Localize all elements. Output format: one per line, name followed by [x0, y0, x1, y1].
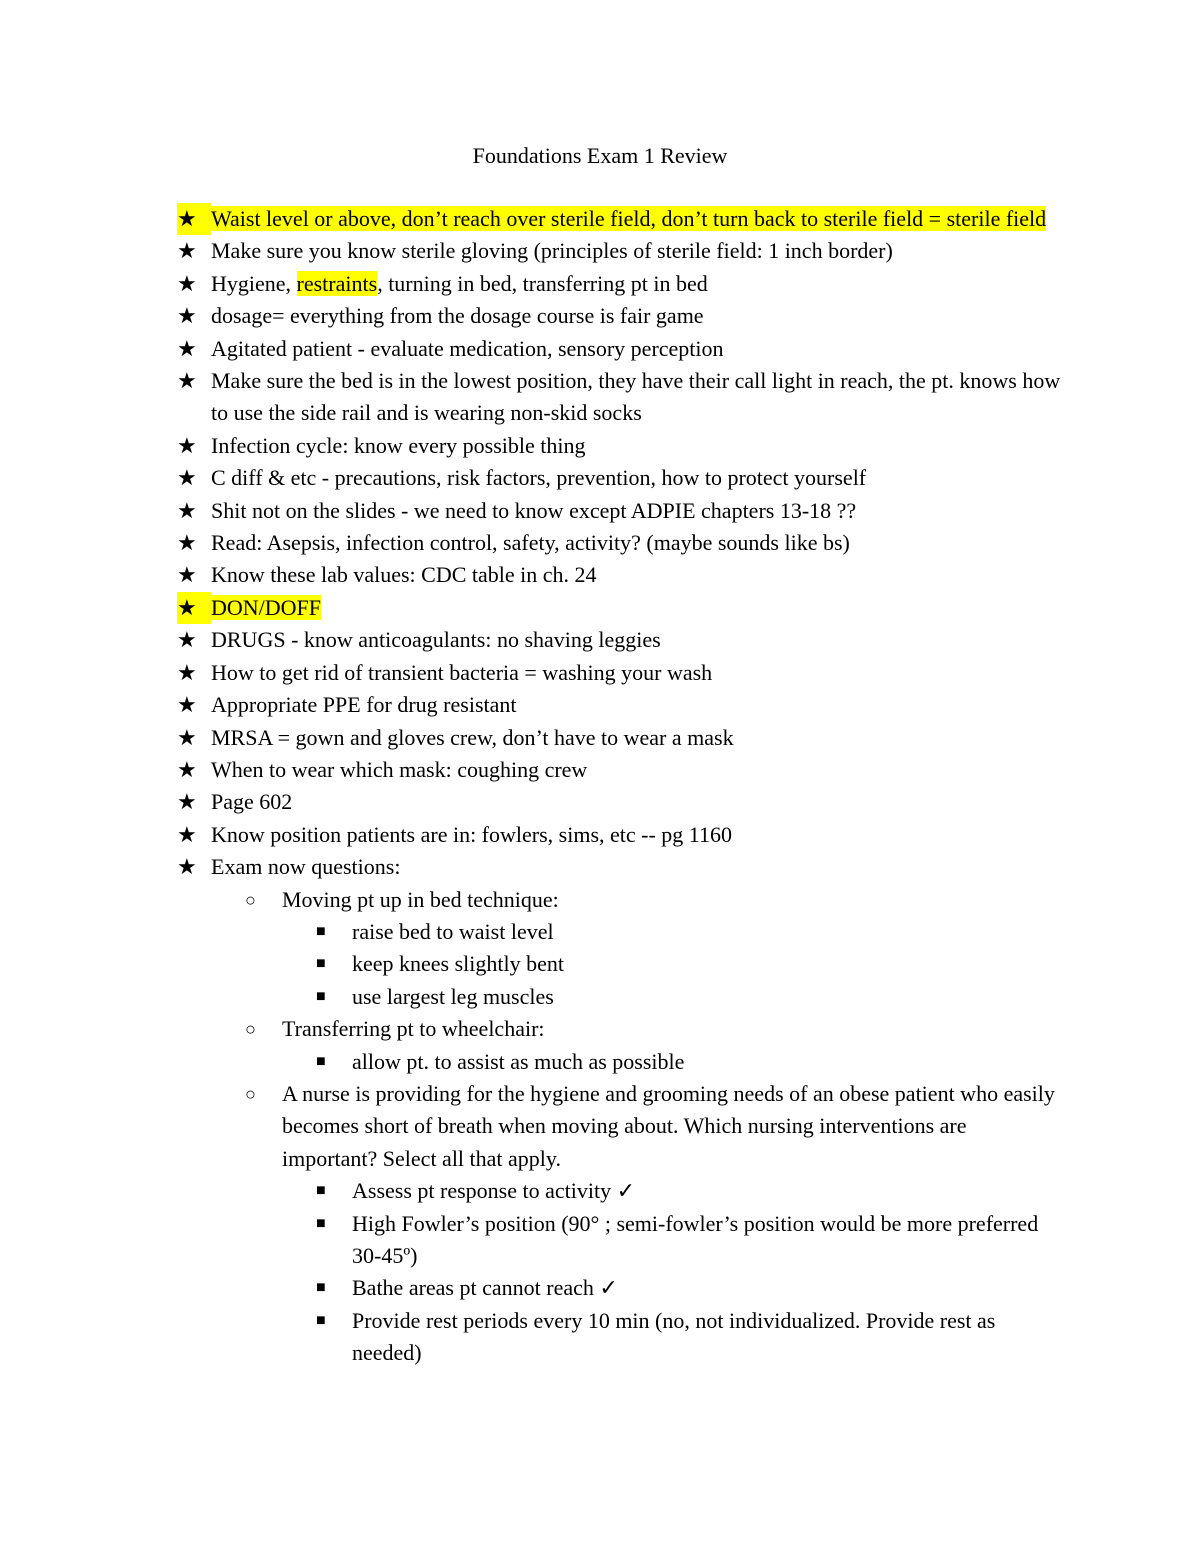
highlighted-item-text: Waist level or above, don’t reach over sterile field, don’t turn back to sterile field = sterile field	[211, 206, 1047, 231]
highlighted-word: restraints	[296, 270, 378, 296]
list-item	[0, 462, 1200, 494]
sub-sub-list-item	[0, 1046, 1200, 1078]
star-bullet-icon: ★	[177, 562, 197, 588]
item-text: High Fowler’s position (90° ; semi-fowler’s position would be more preferred 30-45º)	[352, 1210, 1039, 1268]
square-bullet-icon: ■	[316, 987, 326, 1005]
list-item	[0, 657, 1200, 689]
item-text: Transferring pt to wheelchair:	[282, 1016, 545, 1042]
star-bullet-icon: ★	[177, 465, 197, 491]
item-text: A nurse is providing for the hygiene and grooming needs of an obese patient who easily becomes short of breath when moving about. Which nursing interventions are important? Select all that apply.	[282, 1080, 1055, 1171]
star-bullet-icon: ★	[177, 270, 197, 296]
square-bullet-icon: ■	[316, 1311, 326, 1329]
star-bullet-icon: ★	[177, 432, 197, 458]
star-bullet-icon: ★	[177, 238, 197, 264]
square-bullet-icon: ■	[316, 1182, 326, 1200]
list-item	[0, 268, 1200, 300]
sub-sub-list-item	[0, 1305, 1200, 1370]
item-text: Know position patients are in: fowlers, sims, etc -- pg 1160	[211, 821, 732, 847]
circle-bullet-icon: ○	[245, 1083, 256, 1104]
circle-bullet-icon: ○	[245, 889, 256, 910]
item-text: Assess pt response to activity ✓	[352, 1178, 636, 1204]
star-bullet-icon: ★	[177, 368, 197, 394]
item-text: Make sure you know sterile gloving (principles of sterile field: 1 inch border)	[211, 238, 893, 264]
item-text: Agitated patient - evaluate medication, sensory perception	[211, 335, 724, 361]
list-item	[0, 333, 1200, 365]
item-text: Provide rest periods every 10 min (no, not individualized. Provide rest as needed)	[352, 1307, 996, 1366]
review-list	[0, 203, 1200, 1370]
sub-list-item	[0, 884, 1200, 916]
item-text: MRSA = gown and gloves crew, don’t have to wear a mask	[211, 724, 734, 750]
list-item	[0, 819, 1200, 851]
list-item	[0, 495, 1200, 527]
item-text: Appropriate PPE for drug resistant	[211, 692, 517, 718]
item-text: When to wear which mask: coughing crew	[211, 756, 588, 782]
star-bullet-icon: ★	[177, 335, 197, 361]
item-text: Bathe areas pt cannot reach ✓	[352, 1275, 618, 1301]
sub-sub-list-item	[0, 916, 1200, 948]
star-bullet-icon: ★	[177, 497, 197, 523]
star-bullet-icon: ★	[177, 692, 197, 718]
item-text: C diff & etc - precautions, risk factors, prevention, how to protect yourself	[211, 465, 867, 491]
item-text: use largest leg muscles	[352, 983, 554, 1009]
item-text: Page 602	[211, 789, 293, 815]
sub-list-item	[0, 1078, 1200, 1175]
list-item	[0, 203, 1200, 235]
sub-sub-list-item	[0, 981, 1200, 1013]
star-bullet-icon: ★	[177, 756, 197, 782]
square-bullet-icon: ■	[316, 1279, 326, 1297]
list-item	[0, 754, 1200, 786]
star-bullet-icon: ★	[177, 724, 197, 750]
highlighted-item-text: DON/DOFF	[211, 594, 322, 620]
item-text: raise bed to waist level	[352, 918, 554, 944]
item-text: allow pt. to assist as much as possible	[352, 1048, 685, 1074]
star-bullet-icon: ★	[177, 203, 211, 235]
document-title: Foundations Exam 1 Review	[472, 143, 728, 168]
list-item	[0, 430, 1200, 462]
item-text: dosage= everything from the dosage course is fair game	[211, 303, 704, 329]
list-item	[0, 786, 1200, 818]
item-text: DRUGS - know anticoagulants: no shaving leggies	[211, 627, 661, 653]
square-bullet-icon: ■	[316, 922, 326, 940]
item-text: How to get rid of transient bacteria = washing your wash	[211, 659, 713, 685]
item-text: Moving pt up in bed technique:	[282, 886, 559, 912]
star-bullet-icon: ★	[177, 854, 197, 880]
list-item	[0, 365, 1200, 430]
list-item	[0, 624, 1200, 656]
sub-sub-list-item	[0, 1175, 1200, 1207]
item-text: Hygiene, restraints, turning in bed, transferring pt in bed	[211, 270, 708, 296]
sub-sub-list-item	[0, 1272, 1200, 1304]
sub-sub-list-item	[0, 1208, 1200, 1273]
star-bullet-icon: ★	[177, 592, 211, 624]
item-text: Infection cycle: know every possible thing	[211, 432, 586, 458]
square-bullet-icon: ■	[316, 1214, 326, 1232]
item-text: Know these lab values: CDC table in ch. 24	[211, 562, 597, 588]
star-bullet-icon: ★	[177, 789, 197, 815]
list-item	[0, 592, 1200, 624]
star-bullet-icon: ★	[177, 627, 197, 653]
item-text: Read: Asepsis, infection control, safety, activity? (maybe sounds like bs)	[211, 530, 850, 556]
sub-sub-list-item	[0, 948, 1200, 980]
list-item	[0, 722, 1200, 754]
star-bullet-icon: ★	[177, 659, 197, 685]
sub-list-item	[0, 1013, 1200, 1045]
star-bullet-icon: ★	[177, 530, 197, 556]
list-item	[0, 559, 1200, 591]
item-text: keep knees slightly bent	[352, 951, 565, 977]
list-item	[0, 527, 1200, 559]
list-item	[0, 300, 1200, 332]
item-text: Make sure the bed is in the lowest position, they have their call light in reach, the pt. knows how to use the side rail and is wearing non-skid socks	[211, 368, 1061, 426]
circle-bullet-icon: ○	[245, 1019, 256, 1040]
list-item	[0, 689, 1200, 721]
square-bullet-icon: ■	[316, 1052, 326, 1070]
star-bullet-icon: ★	[177, 821, 197, 847]
star-bullet-icon: ★	[177, 303, 197, 329]
item-text: Shit not on the slides - we need to know except ADPIE chapters 13-18 ??	[211, 497, 857, 523]
square-bullet-icon: ■	[316, 955, 326, 973]
list-item	[0, 851, 1200, 883]
item-text: Exam now questions:	[211, 854, 401, 880]
list-item	[0, 235, 1200, 267]
